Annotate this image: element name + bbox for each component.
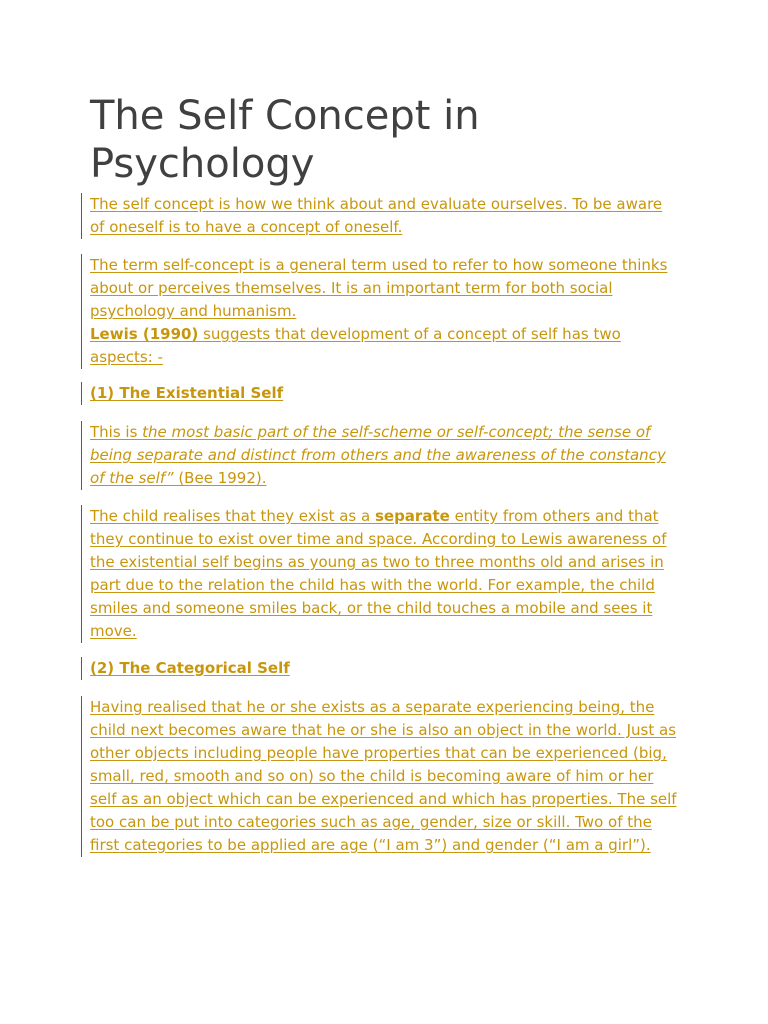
desc-lead: The child realises that they exist as a: [90, 507, 375, 525]
existential-description-block: [81, 505, 681, 643]
existential-description-paragraph[interactable]: [90, 505, 681, 643]
existential-quote-block: [81, 421, 681, 490]
definition-paragraph-block: [81, 254, 681, 369]
existential-self-heading[interactable]: (1) The Existential Self: [90, 384, 284, 402]
desc-tail: entity from others and that they continue to exist over time and space. According to Lewis awareness of the existential self begins as young as two to three months old and arises in part due to the relation the child has with the world. For example, the child smiles and someone smiles back, or the child touches a mobile and sees it move.: [90, 507, 667, 640]
quote-lead: This is: [90, 423, 143, 441]
separate-bold: separate: [374, 507, 450, 525]
existential-quote-paragraph[interactable]: [90, 421, 681, 490]
intro-paragraph[interactable]: The self concept is how we think about and evaluate ourselves. To be aware of oneself is to have a concept of oneself.: [90, 195, 663, 236]
categorical-description-block: [81, 696, 681, 857]
quote-italic: the most basic part of the self-scheme or self-concept; the sense of being separate and distinct from others and the awareness of the constancy of the self”: [90, 423, 666, 487]
categorical-description-paragraph[interactable]: Having realised that he or she exists as a separate experiencing being, the child next becomes aware that he or she is also an object in the world. Just as other objects including people have properties that can be experienced (big, small, red, smooth and so on) so the child is becoming aware of him or her self as an object which can be experienced and which has properties. The self too can be put into categories such as age, gender, size or skill. Two of the first categories to be applied are age (“I am 3”) and gender (“I am a girl”).: [90, 698, 677, 854]
existential-heading-block: [81, 382, 681, 405]
categorical-self-heading[interactable]: (2) The Categorical Self: [90, 659, 290, 677]
definition-paragraph[interactable]: [90, 254, 681, 369]
definition-text: The term self-concept is a general term used to refer to how someone thinks about or perceives themselves. It is an important term for both social psychology and humanism.: [90, 256, 668, 320]
lewis-text: suggests that development of a concept of self has two aspects: -: [90, 325, 621, 366]
intro-paragraph-block: [81, 193, 681, 239]
page-title: The Self Concept in Psychology: [90, 93, 480, 187]
lewis-citation: Lewis (1990): [90, 325, 199, 343]
quote-citation: (Bee 1992).: [173, 469, 267, 487]
categorical-heading-block: [81, 657, 681, 680]
